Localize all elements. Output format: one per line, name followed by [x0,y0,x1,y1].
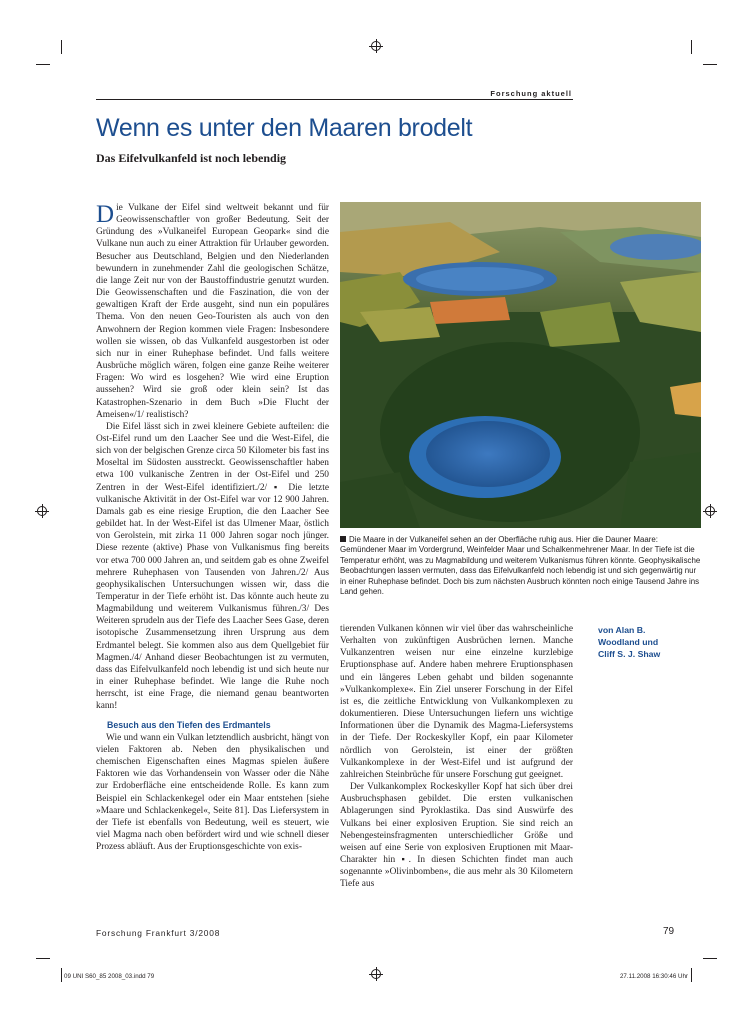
author-line: Cliff S. J. Shaw [598,649,661,659]
author-line: Woodland und [598,637,659,647]
paragraph: Die Eifel lässt sich in zwei kleinere Gebiete aufteilen: die Ost-Eifel rund um den Laacher See und die West-Eifel, die sich von der belgischen Grenze circa 50 Kilometer bis fast ins Moseltal im Südosten ausstreckt. Geowissenschaftler haben etwa 100 vulkanische Zentren in der Ost-Eifel und 250 Zentren in der West-Eifel identifiziert./2/ ▪ Die letzte vulkanische Aktivität in der Ost-Eifel war vor 12 900 Jahren. Damals gab es eine riesige Eruption, die den Laacher See gebildet hat. In der West-Eifel ist das Ulmener Maar, östlich von Gerolstein, mit zirka 11 000 Jahren sogar noch jünger. Diese rezente (aktive) Phase von Vulkanismus fing bereits vor etwa 700 000 Jahren an, und seitdem gab es ohne Zweifel mehrere Ruhephasen von Tausenden von Jahren./2/ Aus geophysikalischen Untersuchungen wissen wir, dass die Temperatur in der Tiefe erhöht ist. Das könnte auch heute zu Magmabildung und weiterem Vulkanismus führen./3/ Des Weiteren sprudeln aus der Tiefe des Laacher Sees Gase, deren isotopische Zusammensetzung ihren Ursprung aus dem Erdmantel belegt. Sie kommen also aus dem Quellgebiet für Magmen./4/ Anhand dieser Beobachtungen ist zu vermuten, dass das Eifelvulkanfeld noch lebendig ist und sich heute nur in einer Ruhephase befindet. Wie lange die Ruhe noch herrscht, ist eine Frage, die niemand genau beantworten kann! [96,421,329,712]
registration-mark-icon [705,506,715,516]
article-title: Wenn es unter den Maaren brodelt [96,114,473,142]
paragraph: Der Vulkankomplex Rockeskyller Kopf hat sich über drei Ausbruchsphasen gebildet. Die ersten vulkanischen Ablagerungen sind Pyroklastika. Das sind Auswürfe des Vulkans bei einer explosiven Eruption. Sie sind reich an Nebengesteinsfragmenten unterschiedlicher Größe und weisen auf eine Serie von explosiven Eruptionen mit Maar-Charakter hin ▪. In diesen Schichten findet man auch sogenannte »Olivinbomben«, die aus mehr als 30 Kilometern Tiefe aus [340,782,573,890]
text-column-left [96,202,329,853]
crop-mark [703,958,717,959]
crop-mark [703,64,717,65]
registration-mark-icon [371,969,381,979]
print-slug-date: 27.11.2008 16:30:46 Uhr [619,973,688,980]
page-number: 79 [663,926,675,937]
paragraph: Wie und wann ein Vulkan letztendlich ausbricht, hängt von vielen Faktoren ab. Neben den physikalischen und chemischen Eigenschaften eines Magmas spielen äußere Faktoren wie das Vorhandensein von Wasser oder die Nähe zur Erdoberfläche eine entscheidende Rolle. Es kann zum Beispiel ein Schlackenkegel oder ein Maar entstehen [siehe »Maare und Schlackenkegel«, Seite 81]. Das Liefersystem in der Tiefe ist ebenfalls von Bedeutung, weil es steuert, wie viel Magma nach oben befördert wird und wie schnell dieser Prozess abläuft. Aus der Eruptionsgeschichte von exis- [96,732,329,853]
paragraph-text: ie Vulkane der Eifel sind weltweit bekannt und für Geowissenschaftler von großer Bedeutung. Seit der Gründung des »Vulkaneifel European Geopark« sind die Vulkane nun auch zu einer Attraktion für Urlauber geworden. Besucher aus Deutschland, Belgien und den Niederlanden bewundern in zunehmender Zahl die geologischen Schätze, die lange Zeit nur von der Baustoffindustrie genutzt wurden. Die Geowissenschaften und die Faszination, die von der gewaltigen Kraft der Erde ausgeht, sind nun ein populäres Thema. Von den neuen Geo-Touristen als auch von den Anwohnern der Region kommen viele Fragen: Insbesondere wollen sie wissen, ob das Vulkanfeld ausgestorben ist oder sich nur in einer Ruhephase befindet. Und falls weitere Ausbrüche möglich wären, folgen eine ganze Reihe weiterer Fragen: Wo wird es losgehen? Wie wird eine Eruption aussehen? Wird sie groß oder klein sein? Ist das Katastrophen-Szenario in dem Buch »Die Flucht der Ameisen«/1/ realistisch? [96,203,329,420]
crop-mark [36,64,50,65]
crop-mark [61,968,62,982]
section-label: Forschung aktuell [490,89,572,98]
paragraph [96,202,329,421]
paragraph: tierenden Vulkanen können wir viel über das wahrscheinliche Verhalten von zukünftigen Ausbrüchen lernen. Manche Vulkanzentren weisen nur eine einzelne kurzlebige Eruptionsphase auf. Andere haben mehrere Eruptionsphasen und ein längeres Leben gehabt und bilden sogenannte »Vulkankomplexe«. Ein Ziel unserer Forschung in der Eifel ist es, die zeitliche Entwicklung von Vulkankomplexen zu dokumentieren. Diese Untersuchungen liefern uns wichtige Informationen über die Dynamik des Magma-Liefersystems in der Tiefe. Der Rockeskyller Kopf, ein paar Kilometer nördlich von Gerolstein, ist einer der größten Vulkankomplexe in der West-Eifel und ist aufgrund der zahlreichen Steinbrüche für unsere Forschung gut geeignet. [340,624,573,780]
section-heading: Besuch aus den Tiefen des Erdmantels [107,719,271,730]
crop-mark [61,40,62,54]
article-subtitle: Das Eifelvulkanfeld ist noch lebendig [96,151,287,165]
footer-journal: Forschung Frankfurt 3/2008 [96,928,221,938]
text-column-right [340,623,573,890]
maar-aerial-photo [340,202,701,528]
crop-mark [36,958,50,959]
drop-cap: D [96,201,115,228]
print-slug-file: 09 UNI S60_85 2008_03.indd 79 [64,973,155,980]
header-rule [96,99,573,100]
author-byline [598,624,678,660]
crop-mark [691,968,692,982]
author-line: von Alan B. [598,625,646,635]
registration-mark-icon [371,41,381,51]
caption-text: Die Maare in der Vulkaneifel sehen an der Oberfläche ruhig aus. Hier die Dauner Maare: Gemündener Maar im Vordergrund, Weinfelder Maar und Schalkenmehrener Maar. In der Tiefe ist die Temperatur erhöht, was zu Magmabildung und weiterem Vulkanismus führen könnte. Geophysikalische Beobachtungen lassen vermuten, dass das Eifelvulkanfeld noch lebendig ist und sich gegenwärtig nur in einer Ruhephase befindet. Doch bis zum nächsten Ausbruch könnten noch einige Tausend Jahre ins Land gehen. [340,535,701,597]
figure-number-icon [340,536,346,542]
registration-mark-icon [37,506,47,516]
crop-mark [691,40,692,54]
landscape-illustration [340,202,701,528]
figure-caption [340,535,701,597]
